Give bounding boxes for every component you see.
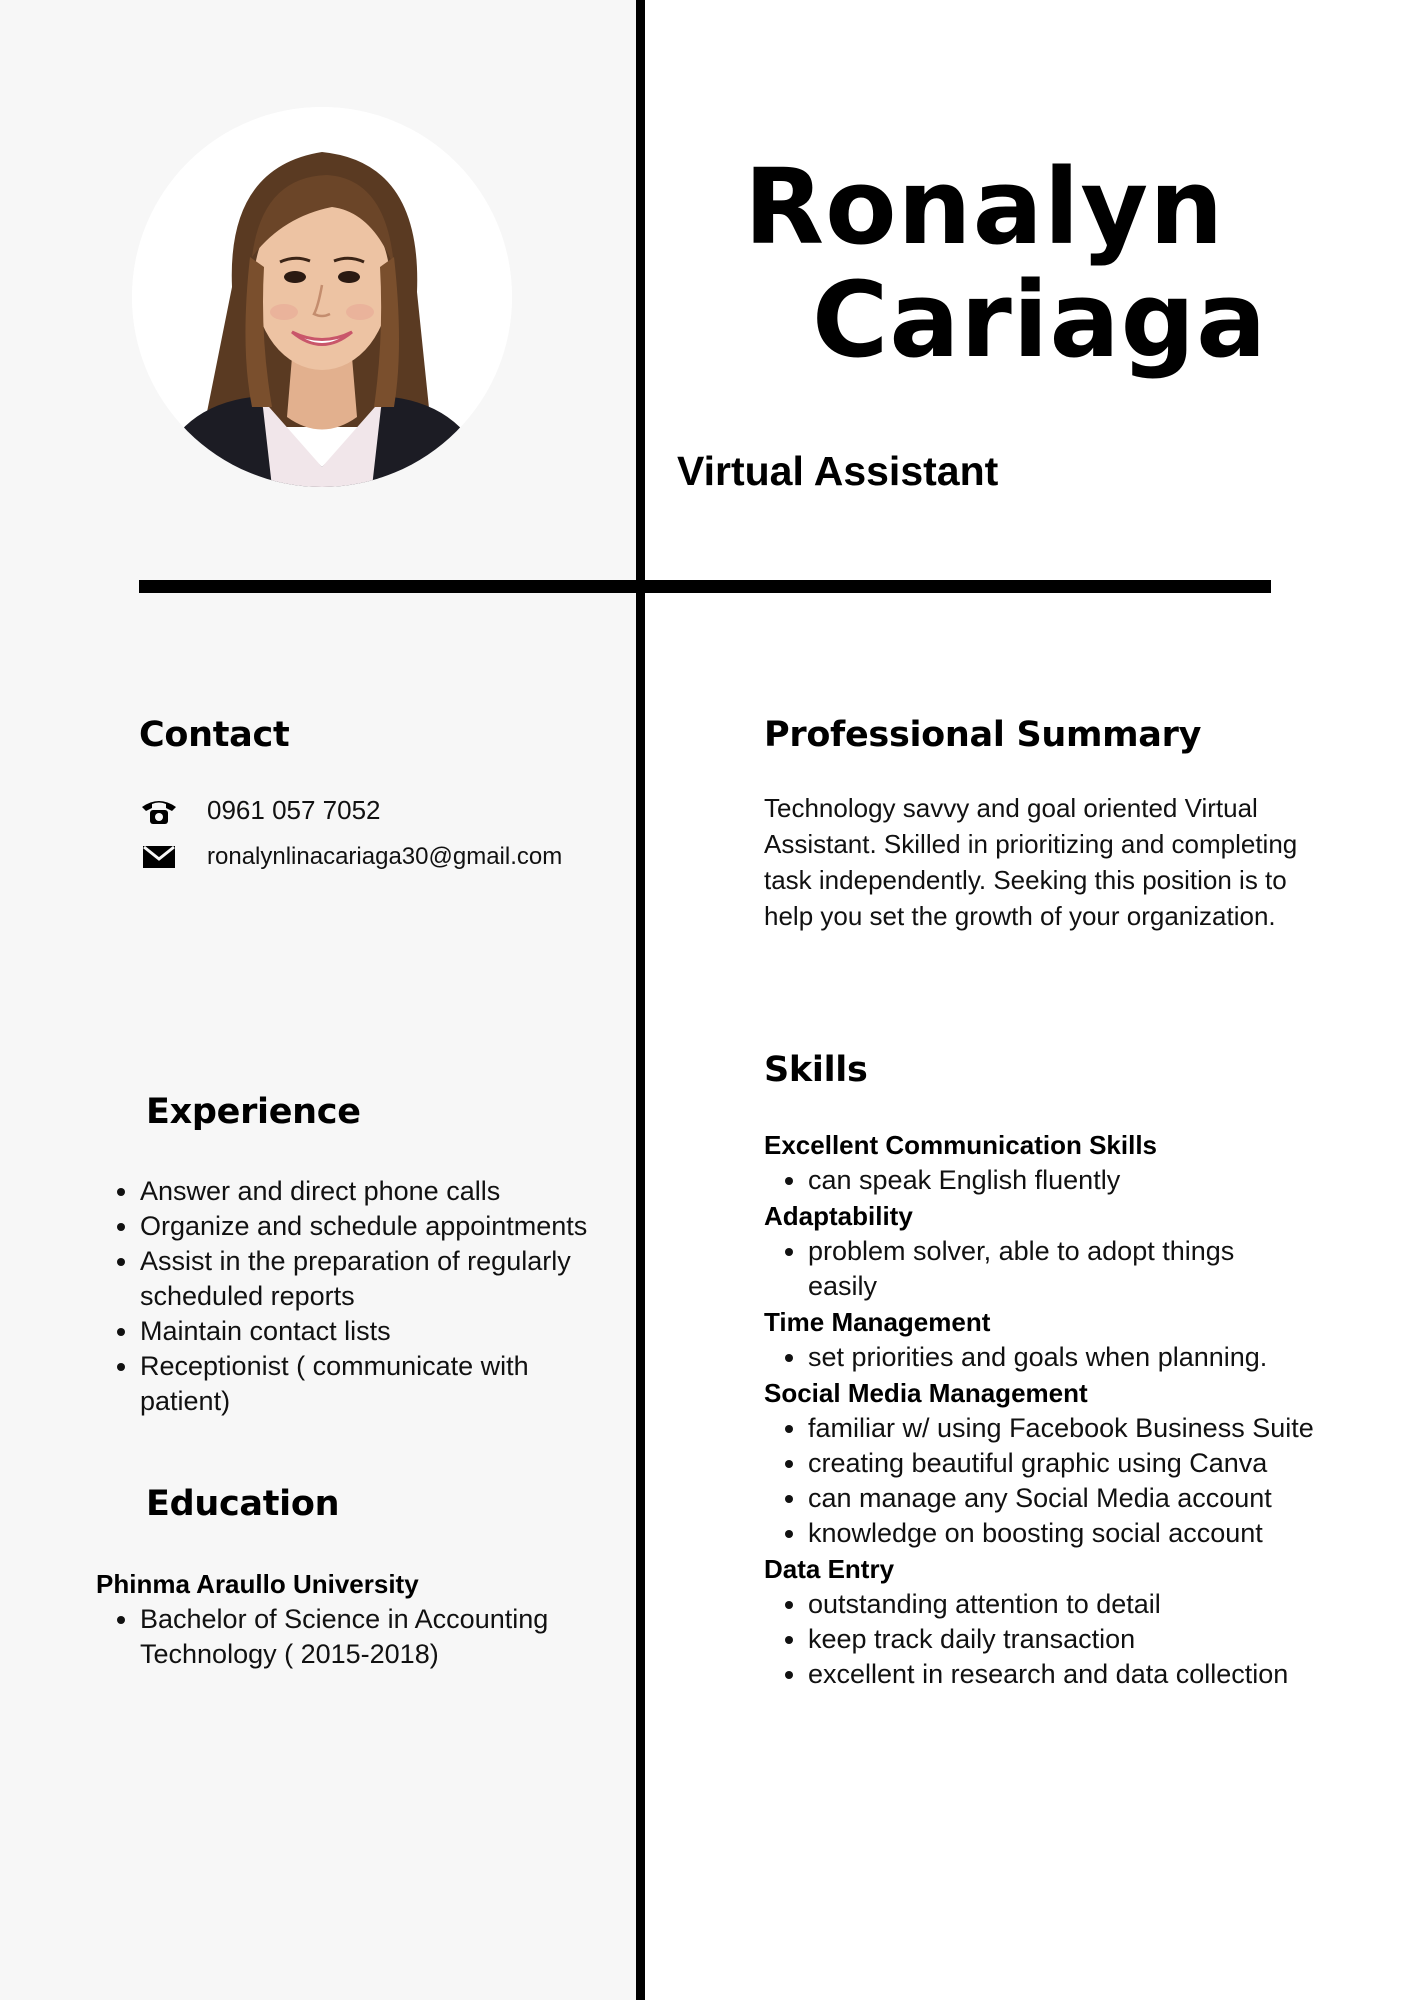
first-name: Ronalyn (744, 146, 1225, 268)
experience-item: • Organize and schedule appointments (140, 1209, 626, 1244)
contact-email-row (139, 842, 562, 872)
summary-heading: Professional Summary (764, 715, 1202, 755)
skill-item: • problem solver, able to adopt things easily (808, 1234, 1288, 1304)
phone-number[interactable]: 0961 057 7052 (207, 795, 381, 825)
skill-group-title: Time Management (764, 1307, 991, 1337)
skills-heading: Skills (764, 1050, 868, 1090)
skill-list (764, 1340, 1364, 1375)
skill-list (764, 1587, 1364, 1692)
summary-text: Technology savvy and goal oriented Virtual Assistant. Skilled in prioritizing and completing task independently. Seeking this position is to help you set the growth of your organization. (764, 793, 1298, 931)
education-heading: Education (146, 1484, 340, 1524)
education-item: • Bachelor of Science in Accounting Technology ( 2015-2018) (140, 1602, 616, 1672)
horizontal-divider (139, 580, 1271, 593)
skill-item: • creating beautiful graphic using Canva (808, 1446, 1364, 1481)
phone-icon (139, 796, 179, 826)
skill-group-title: Data Entry (764, 1554, 895, 1584)
profile-photo (132, 107, 512, 487)
skill-item: • familiar w/ using Facebook Business Suite (808, 1411, 1364, 1446)
skill-item: • knowledge on boosting social account (808, 1516, 1364, 1551)
skill-list (764, 1234, 1288, 1304)
skill-item: • can speak English fluently (808, 1163, 1364, 1198)
skill-group-title: Adaptability (764, 1201, 913, 1231)
portrait-photo-icon (132, 107, 512, 487)
skill-item: • outstanding attention to detail (808, 1587, 1364, 1622)
email-address[interactable]: ronalynlinacariaga30@gmail.com (207, 843, 563, 870)
experience-list-wrap (96, 1174, 626, 1419)
skill-item: • can manage any Social Media account (808, 1481, 1364, 1516)
skill-list (764, 1411, 1364, 1551)
contact-heading: Contact (139, 715, 290, 755)
mail-icon (139, 842, 179, 872)
experience-list (96, 1174, 626, 1419)
experience-item: • Assist in the preparation of regularly scheduled reports (140, 1244, 626, 1314)
skill-item: • set priorities and goals when planning. (808, 1340, 1364, 1375)
experience-item: • Answer and direct phone calls (140, 1174, 626, 1209)
skill-item: • excellent in research and data collection (808, 1657, 1364, 1692)
experience-item: • Maintain contact lists (140, 1314, 626, 1349)
education-list (96, 1602, 616, 1672)
skill-group-title: Excellent Communication Skills (764, 1130, 1157, 1160)
contact-phone-row (139, 795, 381, 826)
job-title: Virtual Assistant (677, 448, 999, 494)
skill-list (764, 1163, 1364, 1198)
skills-block (764, 1127, 1364, 1692)
last-name: Cariaga (812, 259, 1268, 381)
vertical-divider (636, 0, 645, 2000)
skill-group-title: Social Media Management (764, 1378, 1088, 1408)
education-block (96, 1566, 616, 1672)
skill-item: • keep track daily transaction (808, 1622, 1364, 1657)
experience-item: • Receptionist ( communicate with patient) (140, 1349, 626, 1419)
school-name: Phinma Araullo University (96, 1569, 419, 1599)
experience-heading: Experience (146, 1092, 361, 1132)
